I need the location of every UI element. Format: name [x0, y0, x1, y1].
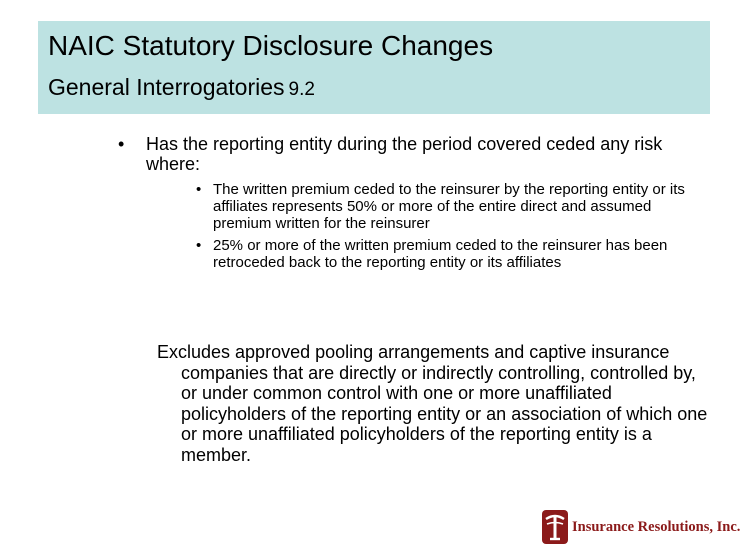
main-bullet — [118, 134, 718, 174]
sub-bullet-text: The written premium ceded to the reinsurer by the reporting entity or its affiliates represents 50% or more of the entire direct and assumed premium written for the reinsurer — [213, 181, 685, 232]
slide-title: NAIC Statutory Disclosure Changes — [48, 30, 494, 61]
sub-bullet-list — [196, 181, 706, 276]
subtitle-text: General Interrogatories — [48, 74, 285, 100]
sub-bullet-marker: • — [196, 237, 202, 254]
logo-text: Insurance Resolutions, Inc. — [572, 518, 741, 535]
sub-bullet-item — [196, 181, 706, 232]
excludes-paragraph: Excludes approved pooling arrangements and captive insurance companies that are directly or indirectly controlling, controlled by, or under common control with one or more unaffiliated policyholders of the reporting entity or an association of which one or more unaffiliated policyholders of the reporting entity is a member. — [157, 342, 708, 465]
insurance-resolutions-logo-icon — [541, 509, 569, 545]
sub-bullet-marker: • — [196, 181, 202, 198]
sub-bullet-item — [196, 237, 706, 271]
main-bullet-text: Has the reporting entity during the period covered ceded any risk where: — [146, 134, 663, 174]
subtitle-number: 9.2 — [288, 79, 315, 100]
bullet-marker: • — [118, 134, 125, 154]
slide-subtitle — [48, 73, 710, 104]
title-banner — [38, 21, 710, 114]
company-logo — [541, 509, 740, 545]
sub-bullet-text: 25% or more of the written premium ceded to the reinsurer has been retroceded back to the reporting entity or its affiliates — [213, 237, 668, 271]
